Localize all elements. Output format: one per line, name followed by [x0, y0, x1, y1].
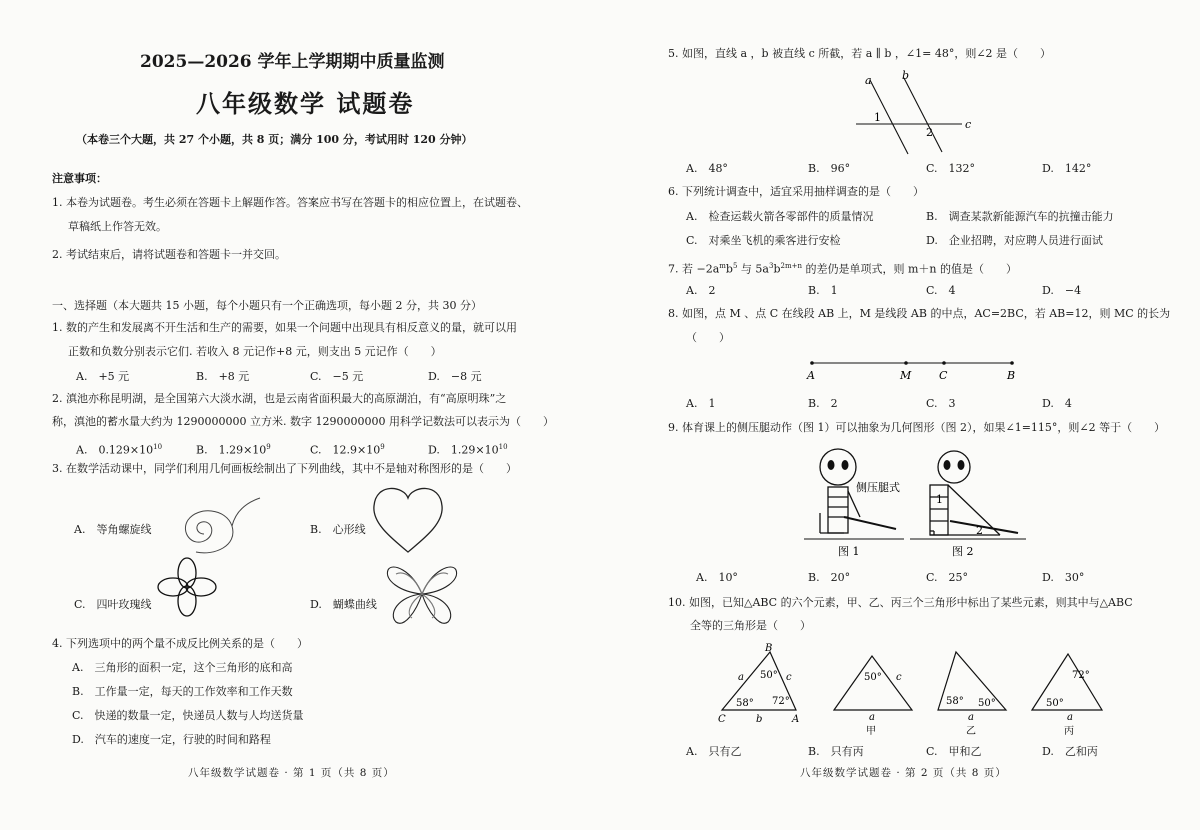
- right-page-footer: 八年级数学试题卷 · 第 2 页（共 8 页）: [800, 767, 1007, 779]
- q10-bing-angle-72: 72°: [1072, 670, 1090, 681]
- q10-side-a: a: [738, 672, 744, 683]
- q10-option-b: B. 只有丙: [808, 745, 864, 758]
- q8-point-m: M: [900, 369, 912, 382]
- q9-option-a: A. 10°: [696, 571, 738, 584]
- exam-subtitle: 八年级数学 试题卷: [196, 89, 415, 118]
- q2-stem-line-2: 称，滇池的蓄水量大约为 1290000000 立方米. 数字 1290000000 用科学记数法可以表示为（ ）: [52, 415, 554, 428]
- q5-option-b: B. 96°: [808, 162, 851, 175]
- q5-label-angle-1: 1: [874, 111, 881, 124]
- q8-option-c: C. 3: [926, 397, 956, 410]
- q8-stem-line-2: （ ）: [686, 331, 730, 344]
- q8-point-b: B: [1007, 369, 1016, 382]
- q8-option-d: D. 4: [1042, 397, 1072, 410]
- q9-stem: 9. 体育课上的侧压腿动作（图 1）可以抽象为几何图形（图 2），如果∠1=115°，则∠2 等于（ ）: [668, 421, 1166, 434]
- q7-option-b: B. 1: [808, 284, 838, 297]
- q10-option-c: C. 甲和乙: [926, 745, 982, 758]
- q1-stem-line-1: 1. 数的产生和发展离不开生活和生产的需要，如果一个问题中出现具有相反意义的量，就可以用: [52, 321, 517, 334]
- q5-label-a: a: [865, 74, 872, 87]
- q5-option-a: A. 48°: [686, 162, 728, 175]
- q3-option-d: D. 蝴蝶曲线: [310, 598, 377, 611]
- q5-option-c: C. 132°: [926, 162, 976, 175]
- q8-segment-figure: [800, 355, 1030, 385]
- q10-option-d: D. 乙和丙: [1042, 745, 1098, 758]
- q4-option-b: B. 工作量一定，每天的工作效率和工作天数: [72, 685, 293, 698]
- q1-option-b: B. +8 元: [196, 370, 250, 383]
- q1-stem-line-2: 正数和负数分别表示它们. 若收入 8 元记作+8 元，则支出 5 元记作（ ）: [68, 345, 442, 358]
- q10-yi-side-a: a: [968, 712, 974, 723]
- q10-jia-side-a: a: [869, 712, 875, 723]
- q10-yi-angle-58: 58°: [946, 696, 964, 707]
- q3-option-b: B. 心形线: [310, 523, 366, 536]
- q2-option-d: D. $1.29\times 10^{10}$: [428, 443, 508, 457]
- q9-option-c: C. 25°: [926, 571, 969, 584]
- q5-label-angle-2: 2: [926, 126, 933, 139]
- q9-action-caption: 侧压腿式: [856, 481, 900, 494]
- q4-option-a: A. 三角形的面积一定，这个三角形的底和高: [72, 661, 293, 674]
- q7-option-c: C. 4: [926, 284, 956, 297]
- q3-option-a: A. 等角螺旋线: [74, 523, 152, 536]
- q9-option-b: B. 20°: [808, 571, 851, 584]
- q3-option-c: C. 四叶玫瑰线: [74, 598, 152, 611]
- note-1-line-2: 草稿纸上作答无效。: [68, 220, 167, 233]
- q10-abc-angle-c: 58°: [736, 698, 754, 709]
- q5-option-d: D. 142°: [1042, 162, 1092, 175]
- q1-option-a: A. +5 元: [76, 370, 130, 383]
- q10-option-a: A. 只有乙: [686, 745, 742, 758]
- q8-option-b: B. 2: [808, 397, 838, 410]
- q10-abc-angle-a: 72°: [772, 696, 790, 707]
- note-2: 2. 考试结束后，请将试题卷和答题卡一并交回。: [52, 248, 286, 261]
- q9-leg-press-figure: [800, 445, 1030, 560]
- q10-side-c: c: [786, 672, 792, 683]
- q5-parallel-lines-figure: [850, 70, 980, 158]
- q9-figure-2-caption: 图 2: [952, 545, 974, 558]
- q10-label-bing: 丙: [1064, 726, 1074, 737]
- q6-stem: 6. 下列统计调查中，适宜采用抽样调查的是（ ）: [668, 185, 924, 198]
- q5-stem: 5. 如图，直线 a ，b 被直线 c 所截，若 a ∥ b ，∠1= 48°，则∠2 是（ ）: [668, 47, 1052, 60]
- q10-triangles-figure: [700, 640, 1120, 740]
- q2-option-c: C. $12.9\times 10^9$: [310, 443, 385, 457]
- exam-title: 2025—2026 学年上学期期中质量监测: [140, 52, 445, 72]
- q4-option-d: D. 汽车的速度一定，行驶的时间和路程: [72, 733, 271, 746]
- cardioid-figure: [372, 484, 444, 554]
- q2-option-b: B. $1.29\times 10^9$: [196, 443, 271, 457]
- left-page-footer: 八年级数学试题卷 · 第 1 页（共 8 页）: [188, 767, 395, 779]
- q7-option-d: D. −4: [1042, 284, 1082, 297]
- q5-label-b: b: [902, 69, 910, 82]
- section-1-heading: 一、选择题（本大题共 15 小题，每个小题只有一个正确选项，每小题 2 分，共 30 分）: [52, 299, 482, 312]
- q10-side-b: b: [756, 714, 763, 725]
- q3-stem: 3. 在数学活动课中，同学们利用几何画板绘制出了下列曲线，其中不是轴对称图形的是（ ）: [52, 462, 517, 475]
- note-1-line-1: 1. 本卷为试题卷。考生必须在答题卡上解题作答。答案应书写在答题卡的相应位置上，在试题卷、: [52, 196, 528, 209]
- q6-option-b: B. 调查某款新能源汽车的抗撞击能力: [926, 210, 1114, 223]
- four-leaf-rose-figure: [156, 556, 218, 618]
- q10-abc-angle-b: 50°: [760, 670, 778, 681]
- q5-label-c: c: [965, 118, 972, 131]
- q9-option-d: D. 30°: [1042, 571, 1085, 584]
- q2-option-a: A. $0.129\times 10^{10}$: [76, 443, 163, 457]
- q1-option-c: C. −5 元: [310, 370, 364, 383]
- notes-heading: 注意事项：: [52, 172, 107, 185]
- equiangular-spiral-figure: [152, 490, 252, 550]
- q9-label-angle-2: 2: [976, 524, 983, 537]
- q7-stem: 7. 若 $-2a^mb^5$ 与 $5a^3b^{2m+n}$ 的差仍是单项式，则 m＋n 的值是（ ）: [668, 262, 1017, 276]
- q1-option-d: D. −8 元: [428, 370, 482, 383]
- q8-point-c: C: [939, 369, 948, 382]
- q9-figure-1-caption: 图 1: [838, 545, 860, 558]
- q4-option-c: C. 快递的数量一定，快递员人数与人均送货量: [72, 709, 304, 722]
- q7-option-a: A. 2: [686, 284, 716, 297]
- q10-label-yi: 乙: [966, 726, 976, 737]
- q10-stem-line-1: 10. 如图，已知△ABC 的六个元素，甲、乙、丙三个三角形中标出了某些元素，则其中与△ABC: [668, 596, 1133, 609]
- q10-vertex-a: A: [792, 714, 800, 725]
- q10-jia-angle: 50°: [864, 672, 882, 683]
- butterfly-curve-figure: [382, 556, 462, 628]
- q10-bing-angle-50: 50°: [1046, 698, 1064, 709]
- q10-bing-side-a: a: [1067, 712, 1073, 723]
- q10-vertex-b: B: [765, 643, 773, 654]
- q8-option-a: A. 1: [686, 397, 716, 410]
- q10-label-jia: 甲: [866, 726, 876, 737]
- q10-vertex-c: C: [718, 714, 726, 725]
- q9-label-angle-1: 1: [936, 493, 943, 506]
- q2-stem-line-1: 2. 滇池亦称昆明湖，是全国第六大淡水湖，也是云南省面积最大的高原湖泊，有“高原明珠”之: [52, 392, 507, 405]
- q6-option-c: C. 对乘坐飞机的乘客进行安检: [686, 234, 841, 247]
- q8-stem-line-1: 8. 如图，点 M 、点 C 在线段 AB 上，M 是线段 AB 的中点，AC=2BC，若 AB=12，则 MC 的长为: [668, 307, 1171, 320]
- q10-jia-side-c: c: [896, 672, 902, 683]
- q6-option-d: D. 企业招聘，对应聘人员进行面试: [926, 234, 1103, 247]
- q10-yi-angle-50: 50°: [978, 698, 996, 709]
- q4-stem: 4. 下列选项中的两个量不成反比例关系的是（ ）: [52, 637, 308, 650]
- exam-info: （本卷三个大题，共 27 个小题，共 8 页；满分 100 分，考试用时 120 分钟）: [76, 133, 473, 146]
- q10-stem-line-2: 全等的三角形是（ ）: [690, 619, 811, 632]
- q8-point-a: A: [807, 369, 815, 382]
- q6-option-a: A. 检查运载火箭各零部件的质量情况: [686, 210, 874, 223]
